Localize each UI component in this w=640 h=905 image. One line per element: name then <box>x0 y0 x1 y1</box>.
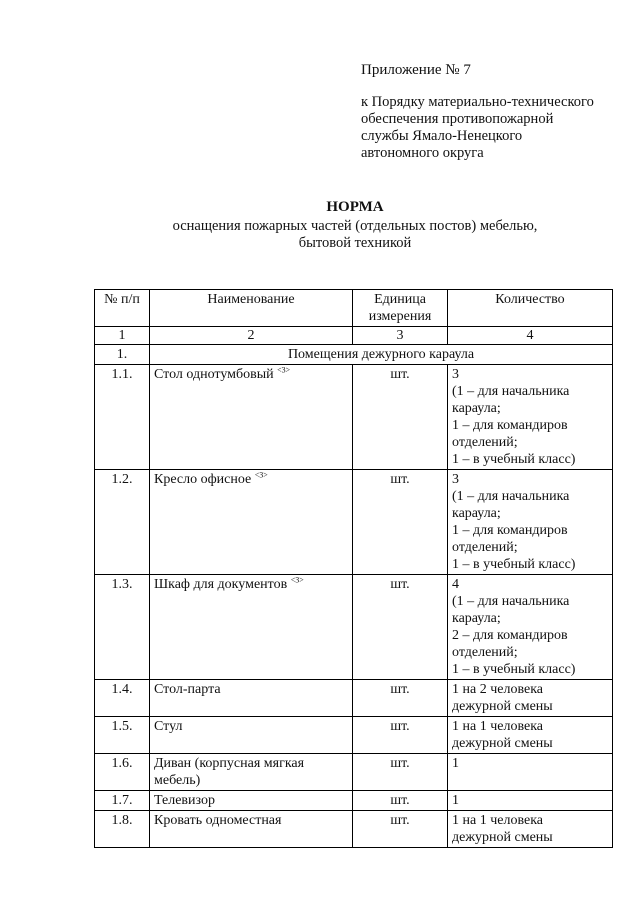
quantity-cell <box>448 754 613 791</box>
row-number: 1.7. <box>95 791 150 811</box>
column-number: 1 <box>95 327 150 345</box>
item-name-cell <box>150 791 353 811</box>
item-name: Диван (корпусная мягкая мебель) <box>154 756 305 788</box>
quantity-line: (1 – для начальника <box>452 489 570 504</box>
title-line: оснащения пожарных частей (отдельных постов) мебелью, <box>172 218 538 234</box>
item-name: Стол-парта <box>154 682 221 697</box>
quantity-line: караула; <box>452 611 501 626</box>
annex-block <box>361 62 631 162</box>
footnote-ref: <3> <box>254 470 268 480</box>
quantity-line: дежурной смены <box>452 699 553 714</box>
quantity-line: дежурной смены <box>452 736 553 751</box>
table-row <box>95 680 613 717</box>
table-row <box>95 470 613 575</box>
quantity-line: (1 – для начальника <box>452 594 570 609</box>
footnote-ref: <3> <box>290 575 304 585</box>
quantity-line: отделений; <box>452 645 518 660</box>
row-number: 1.4. <box>95 680 150 717</box>
unit-cell: шт. <box>353 680 448 717</box>
unit-cell: шт. <box>353 575 448 680</box>
row-number: 1.5. <box>95 717 150 754</box>
item-name: Шкаф для документов <box>154 577 288 592</box>
quantity-line: караула; <box>452 506 501 521</box>
quantity-cell <box>448 717 613 754</box>
annex-line: обеспечения противопожарной <box>361 111 554 127</box>
quantity-line: 1 – в учебный класс) <box>452 557 576 572</box>
header-cell-name: Наименование <box>150 290 353 327</box>
annex-number: Приложение № 7 <box>361 62 471 78</box>
unit-cell: шт. <box>353 754 448 791</box>
title-heading: НОРМА <box>326 199 384 215</box>
item-name: Кровать одноместная <box>154 813 282 828</box>
annex-line: службы Ямало-Ненецкого <box>361 128 523 144</box>
unit-cell: шт. <box>353 811 448 848</box>
quantity-line: 4 <box>452 577 459 592</box>
column-number: 2 <box>150 327 353 345</box>
annex-line: к Порядку материально-технического <box>361 94 594 110</box>
footnote-ref: <3> <box>277 365 291 375</box>
row-number: 1.2. <box>95 470 150 575</box>
item-name: Стул <box>154 719 183 734</box>
unit-cell: шт. <box>353 365 448 470</box>
row-number: 1.6. <box>95 754 150 791</box>
norm-table <box>94 289 613 848</box>
header-row <box>95 290 613 327</box>
quantity-cell <box>448 811 613 848</box>
item-name-cell <box>150 811 353 848</box>
row-number: 1.3. <box>95 575 150 680</box>
header-cell-num: № п/п <box>95 290 150 327</box>
quantity-line: 2 – для командиров <box>452 628 568 643</box>
header-cell-unit: Единица измерения <box>353 290 448 327</box>
quantity-line: (1 – для начальника <box>452 384 570 399</box>
item-name: Стол однотумбовый <box>154 367 274 382</box>
quantity-line: 1 – для командиров <box>452 523 568 538</box>
table-row <box>95 575 613 680</box>
quantity-cell <box>448 791 613 811</box>
unit-cell: шт. <box>353 470 448 575</box>
item-name-cell <box>150 754 353 791</box>
section-label: Помещения дежурного караула <box>150 345 613 365</box>
row-number: 1.1. <box>95 365 150 470</box>
quantity-line: 3 <box>452 367 459 382</box>
column-number: 4 <box>448 327 613 345</box>
quantity-cell <box>448 575 613 680</box>
annex-line: автономного округа <box>361 145 484 161</box>
item-name-cell <box>150 680 353 717</box>
table-row <box>95 791 613 811</box>
quantity-line: 1 – в учебный класс) <box>452 662 576 677</box>
quantity-cell <box>448 365 613 470</box>
unit-cell: шт. <box>353 717 448 754</box>
item-name-cell <box>150 717 353 754</box>
quantity-line: 1 – в учебный класс) <box>452 452 576 467</box>
quantity-cell <box>448 680 613 717</box>
quantity-line: отделений; <box>452 540 518 555</box>
quantity-line: караула; <box>452 401 501 416</box>
item-name-cell <box>150 470 353 575</box>
unit-cell: шт. <box>353 791 448 811</box>
quantity-line: 1 на 2 человека <box>452 682 543 697</box>
quantity-line: 1 на 1 человека <box>452 813 543 828</box>
quantity-line: отделений; <box>452 435 518 450</box>
table-row <box>95 365 613 470</box>
quantity-line: 1 <box>452 756 459 771</box>
column-number-row <box>95 327 613 345</box>
quantity-line: 1 <box>452 793 459 808</box>
item-name: Телевизор <box>154 793 215 808</box>
item-name-cell <box>150 365 353 470</box>
quantity-line: 1 – для командиров <box>452 418 568 433</box>
item-name-cell <box>150 575 353 680</box>
row-number: 1.8. <box>95 811 150 848</box>
quantity-line: 1 на 1 человека <box>452 719 543 734</box>
header-cell-qty: Количество <box>448 290 613 327</box>
quantity-line: дежурной смены <box>452 830 553 845</box>
item-name: Кресло офисное <box>154 472 252 487</box>
section-number: 1. <box>95 345 150 365</box>
column-number: 3 <box>353 327 448 345</box>
quantity-line: 3 <box>452 472 459 487</box>
section-row <box>95 345 613 365</box>
title-line: бытовой техникой <box>298 235 412 251</box>
quantity-cell <box>448 470 613 575</box>
table-row <box>95 754 613 791</box>
table-row <box>95 717 613 754</box>
document-title <box>0 199 640 252</box>
table-row <box>95 811 613 848</box>
